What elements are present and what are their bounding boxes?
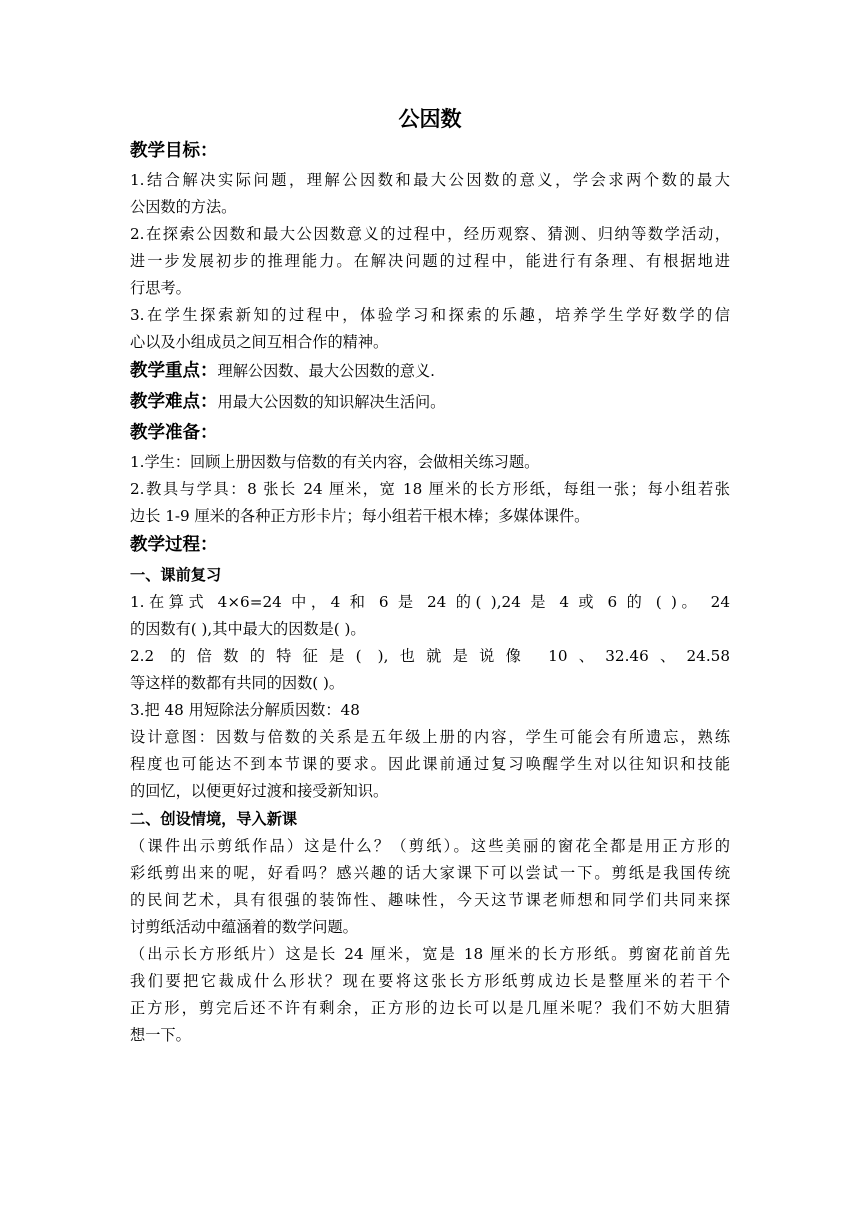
document-title: 公因数 <box>398 107 462 131</box>
intro-line: （出示长方形纸片）这是长 24 厘米，宽是 18 厘米的长方形纸。剪窗花前首先 <box>130 945 730 963</box>
objective-line: 1.结合解决实际问题，理解公因数和最大公因数的意义，学会求两个数的最大 <box>130 171 730 189</box>
difficulty-point <box>130 387 730 418</box>
key-point-heading: 教学重点： <box>130 361 218 381</box>
intro-line: 正方形，剪完后还不许有剩余，正方形的边长可以是几厘米呢？我们不妨大胆猜 <box>130 999 730 1017</box>
preparation-line: 边长 1-9 厘米的各种正方形卡片；每小组若干根木棒；多媒体课件。 <box>130 507 590 525</box>
intro-line: 我们要把它裁成什么形状？现在要将这张长方形纸剪成边长是整厘米的若干个 <box>130 972 730 990</box>
objectives-heading: 教学目标： <box>130 141 218 161</box>
objective-line: 公因数的方法。 <box>130 198 237 216</box>
difficulty-heading: 教学难点： <box>130 392 218 412</box>
objective-line: 心以及小组成员之间互相合作的精神。 <box>130 333 389 351</box>
preparation-heading: 教学准备： <box>130 423 218 443</box>
objective-line: 行思考。 <box>130 279 191 297</box>
difficulty-text: 用最大公因数的知识解决生活问。 <box>217 393 446 411</box>
review-heading: 一、课前复习 <box>130 566 222 584</box>
intro-line: 想一下。 <box>130 1026 191 1044</box>
design-intent-line: 的回忆，以便更好过渡和接受新知识。 <box>130 782 389 800</box>
document-body <box>130 102 730 1049</box>
preparation-line: 2.教具与学具：8 张长 24 厘米，宽 18 厘米的长方形纸，每组一张；每小组若张 <box>130 480 730 498</box>
review-line: 的因数有( ),其中最大的因数是( )。 <box>130 620 366 638</box>
preparation-line: 1.学生：回顾上册因数与倍数的有关内容，会做相关练习题。 <box>130 453 540 471</box>
design-intent-line: 设计意图：因数与倍数的关系是五年级上册的内容，学生可能会有所遗忘，熟练 <box>130 728 730 746</box>
review-line: 2.2 的倍数的特征是( ),也就是说像 10、32.46、24.58 <box>130 647 730 665</box>
intro-line: （课件出示剪纸作品）这是什么？（剪纸）。这些美丽的窗花全都是用正方形的 <box>130 837 730 855</box>
intro-line: 彩纸剪出来的呢，好看吗？感兴趣的话大家课下可以尝试一下。剪纸是我国传统 <box>130 864 730 882</box>
design-intent-line: 程度也可能达不到本节课的要求。因此课前通过复习唤醒学生对以往知识和技能 <box>130 755 730 773</box>
objective-line: 2.在探索公因数和最大公因数意义的过程中，经历观察、猜测、归纳等数学活动， <box>130 225 730 243</box>
objective-line: 3.在学生探索新知的过程中，体验学习和探索的乐趣，培养学生学好数学的信 <box>130 306 730 324</box>
review-line: 等这样的数都有共同的因数( )。 <box>130 674 345 692</box>
intro-heading: 二、创设情境，导入新课 <box>130 810 298 828</box>
key-point <box>130 356 730 387</box>
key-point-text: 理解公因数、最大公因数的意义. <box>217 362 435 380</box>
review-line: 3.把 48 用短除法分解质因数：48 <box>130 701 360 719</box>
intro-line: 讨剪纸活动中蕴涵着的数学问题。 <box>130 918 358 936</box>
review-line: 1.在算式 4×6=24 中，4 和 6 是 24 的( ),24 是 4 或 6 的 ( )。 24 <box>130 593 730 611</box>
intro-line: 的民间艺术，具有很强的装饰性、趣味性，今天这节课老师想和同学们共同来探 <box>130 891 730 909</box>
objective-line: 进一步发展初步的推理能力。在解决问题的过程中，能进行有条理、有根据地进 <box>130 252 730 270</box>
process-heading: 教学过程： <box>130 535 218 555</box>
